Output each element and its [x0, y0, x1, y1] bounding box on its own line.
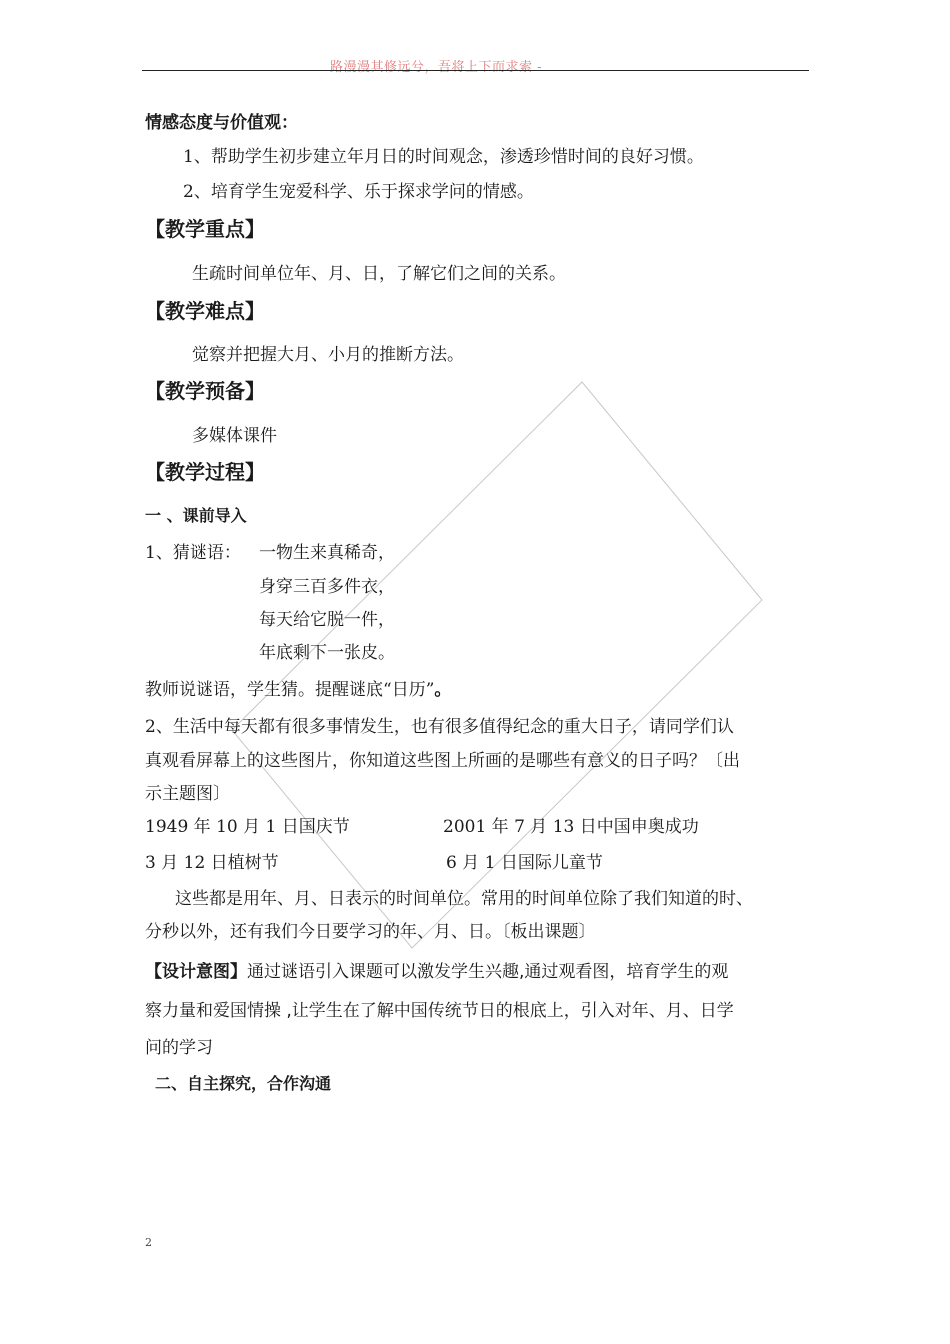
preparation-text: 多媒体课件 [192, 426, 277, 446]
riddle-answer-text: 教师说谜语，学生猜。提醒谜底“日历” [145, 680, 435, 700]
date-olympic-bid: 2001 年 7 月 13 日中国申奥成功 [443, 817, 699, 837]
riddle-line-4: 年底剩下一张皮。 [259, 643, 395, 663]
riddle-line-2: 身穿三百多件衣， [259, 577, 395, 597]
design-line-2: 察力量和爱国情操 ,让学生在了解中国传统节日的根底上，引入对年、月、日学 [145, 1001, 734, 1021]
paragraph-2-line-2: 真观看屏幕上的这些图片，你知道这些图上所画的是哪些有意义的日子吗？〔出 [145, 751, 740, 771]
difficulty-title: 【教学难点】 [145, 299, 265, 323]
paragraph-2-line-3: 示主题图〕 [145, 784, 230, 804]
date-childrens-day: 6 月 1 日国际儿童节 [446, 853, 603, 873]
riddle-line-3: 每天给它脱一件， [259, 610, 395, 630]
design-text-1: 通过谜语引入课题可以激发学生兴趣,通过观看图，培育学生的观 [247, 962, 729, 982]
paragraph-2-line-1: 2、生活中每天都有很多事情发生，也有很多值得纪念的重大日子，请同学们认 [145, 717, 734, 737]
process-title: 【教学过程】 [145, 460, 265, 484]
part2-title: 二、自主探究，合作沟通 [155, 1074, 332, 1093]
page-number: 2 [145, 1236, 152, 1249]
key-point-title: 【教学重点】 [145, 217, 265, 241]
design-line-1 [145, 957, 728, 982]
preparation-title: 【教学预备】 [145, 379, 265, 403]
emotion-item-1: 1、帮助学生初步建立年月日的时间观念，渗透珍惜时间的良好习惯。 [183, 147, 704, 167]
design-line-3: 问的学习 [145, 1038, 213, 1058]
date-arbor-day: 3 月 12 日植树节 [145, 853, 279, 873]
riddle-label: 1、猜谜语： [145, 543, 241, 563]
difficulty-text: 觉察并把握大月、小月的推断方法。 [192, 345, 464, 365]
header-quote: 路漫漫其修远兮，吾将上下而求索 - [330, 60, 543, 75]
date-national-day: 1949 年 10 月 1 日国庆节 [145, 817, 350, 837]
paragraph-3-line-2: 分秒以外，还有我们今日要学习的年、月、日。〔板出课题〕 [145, 922, 596, 942]
part1-title: 一 、课前导入 [145, 506, 247, 525]
key-point-text: 生疏时间单位年、月、日，了解它们之间的关系。 [192, 264, 566, 284]
riddle-answer-period: 。 [434, 680, 452, 700]
riddle-line-1: 一物生来真稀奇， [259, 543, 395, 563]
paragraph-3-line-1: 这些都是用年、月、日表示的时间单位。常用的时间单位除了我们知道的时、 [175, 889, 753, 909]
riddle-answer [145, 675, 451, 700]
design-label: 【设计意图】 [145, 962, 247, 982]
emotion-title: 情感态度与价值观： [145, 113, 298, 133]
emotion-item-2: 2、培育学生宠爱科学、乐于探求学问的情感。 [183, 182, 534, 202]
